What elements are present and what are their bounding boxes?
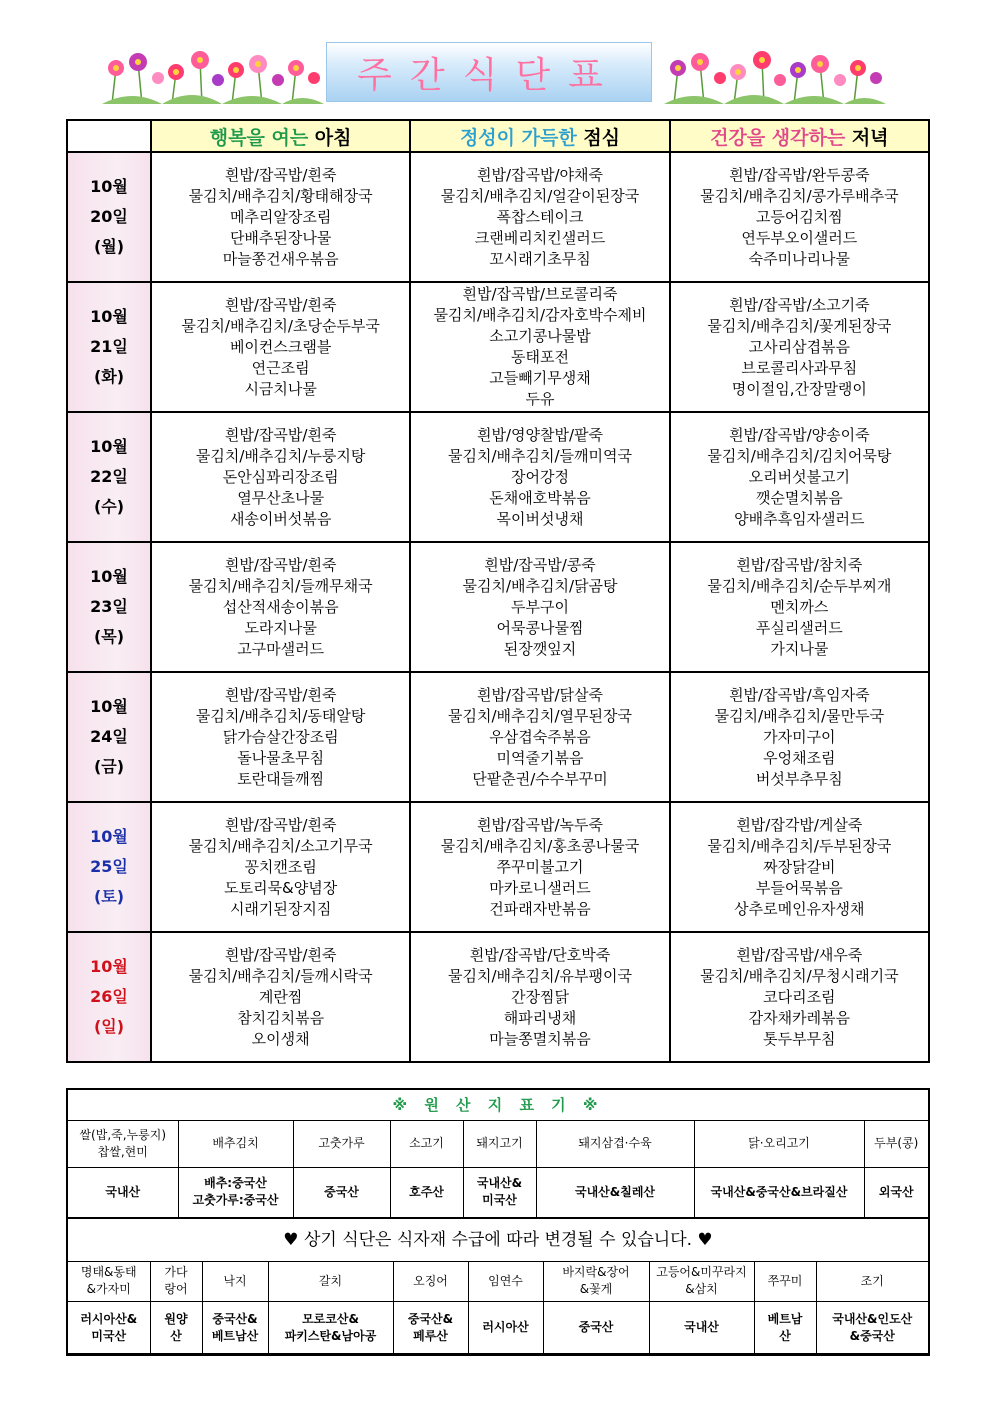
breakfast-item: 오이생채	[251, 1029, 310, 1048]
lunch-item: 꼬시래기초무침	[489, 249, 591, 268]
origin-value	[68, 1167, 178, 1217]
breakfast-item: 단배추된장나물	[229, 228, 332, 247]
flower-decoration-left	[102, 48, 324, 104]
page-title: 주간식단표	[357, 54, 621, 96]
breakfast-item: 고구마샐러드	[237, 639, 325, 658]
lunch-item: 두유	[525, 390, 555, 408]
lunch-cell	[410, 412, 669, 542]
lunch-item: 해파리냉채	[503, 1008, 577, 1027]
origin-item-label: 가다 랑어	[164, 1265, 188, 1297]
header-dinner-prefix: 건강을 생각하는	[710, 126, 852, 149]
origin-item-label: 낙지	[223, 1273, 247, 1288]
breakfast-item: 흰밥/잡곡밥/흰죽	[224, 425, 337, 444]
dinner-item: 고사리삼겹볶음	[748, 337, 851, 356]
day-weekday: (수)	[93, 497, 125, 516]
dinner-cell	[670, 282, 929, 412]
origin-value	[202, 1302, 268, 1354]
dinner-item: 짜장닭갈비	[763, 857, 836, 876]
breakfast-item: 새송이버섯볶음	[229, 509, 332, 528]
origin-item-label: 쭈꾸미	[767, 1273, 803, 1288]
origin-value	[390, 1167, 463, 1217]
lunch-item: 흰밥/잡곡밥/콩죽	[484, 555, 596, 574]
lunch-item: 흰밥/잡곡밥/닭살죽	[476, 685, 603, 704]
dinner-item: 연두부오이샐러드	[741, 228, 858, 247]
breakfast-item: 닭가슴살간장조림	[222, 727, 339, 746]
origin-section	[66, 1088, 930, 1356]
dinner-item: 깻순멸치볶음	[755, 488, 843, 507]
lunch-item: 물김치/배추김치/닭곰탕	[462, 576, 618, 595]
dinner-item: 브로콜리사과무침	[741, 358, 858, 377]
origin-table-2	[68, 1262, 928, 1355]
day-date: 23일	[90, 597, 128, 616]
origin-item-label: 고춧가루	[318, 1136, 365, 1151]
origin-item-label: 조기	[860, 1273, 884, 1288]
dinner-item: 멘치까스	[770, 597, 829, 616]
breakfast-item: 베이컨스크램블	[229, 337, 332, 356]
lunch-item: 폭찹스테이크	[496, 207, 584, 226]
origin-value-label: 중국산	[578, 1320, 614, 1334]
flower-icon	[102, 51, 324, 104]
breakfast-item: 마늘쫑건새우볶음	[222, 249, 339, 268]
breakfast-item: 꽁치캔조림	[244, 857, 317, 876]
dinner-item: 물김치/배추김치/김치어묵탕	[707, 446, 892, 465]
origin-value-label: 원양 산	[164, 1311, 188, 1343]
origin-item	[393, 1262, 468, 1302]
origin-value-label: 호주산	[409, 1184, 444, 1199]
menu-row	[67, 932, 929, 1062]
dinner-item: 가지나물	[770, 639, 829, 658]
day-date: 24일	[90, 727, 128, 746]
origin-item-label: 명태&동태 &가자미	[80, 1265, 137, 1297]
origin-item	[463, 1121, 536, 1167]
lunch-item: 어묵콩나물찜	[496, 618, 584, 637]
origin-item	[816, 1262, 928, 1302]
origin-value-label: 베트남 산	[767, 1311, 803, 1343]
origin-item	[649, 1262, 754, 1302]
dinner-cell	[670, 542, 929, 672]
header-lunch-prefix: 정성이 가득한	[459, 126, 584, 149]
lunch-item: 흰밥/잡곡밥/야채죽	[476, 165, 603, 184]
day-cell	[67, 282, 151, 412]
origin-value	[536, 1167, 694, 1217]
lunch-item: 흰밥/잡곡밥/녹두죽	[476, 815, 603, 834]
breakfast-item: 물김치/배추김치/들깨무채국	[188, 576, 373, 595]
dinner-item: 상추로메인유자생채	[734, 899, 865, 918]
breakfast-item: 섭산적새송이볶음	[222, 597, 339, 616]
lunch-item: 소고기콩나물밥	[489, 327, 591, 345]
lunch-item: 우삼겹숙주볶음	[489, 727, 591, 746]
dinner-cell	[670, 672, 929, 802]
day-date: 22일	[90, 467, 128, 486]
menu-row	[67, 282, 929, 412]
day-cell	[67, 152, 151, 282]
day-month: 10월	[90, 567, 128, 586]
lunch-item: 흰밥/잡곡밥/브로콜리죽	[462, 285, 618, 303]
dinner-item: 오리버섯불고기	[748, 467, 851, 486]
breakfast-item: 시래기된장지짐	[229, 899, 332, 918]
breakfast-item: 참치김치볶음	[237, 1008, 325, 1027]
menu-row	[67, 152, 929, 282]
lunch-item: 간장찜닭	[511, 987, 569, 1006]
lunch-item: 동태포전	[511, 348, 569, 366]
origin-item	[178, 1121, 293, 1167]
breakfast-item: 물김치/배추김치/소고기무국	[188, 836, 373, 855]
header-lunch-word: 점심	[583, 126, 621, 149]
breakfast-item: 흰밥/잡곡밥/흰죽	[224, 685, 337, 704]
day-month: 10월	[90, 697, 128, 716]
origin-value	[150, 1302, 202, 1354]
day-month: 10월	[90, 957, 128, 976]
origin-item	[864, 1121, 928, 1167]
dinner-item: 양배추흑임자샐러드	[734, 509, 865, 528]
lunch-item: 장어강정	[511, 467, 569, 486]
breakfast-item: 도토리묵&양념장	[224, 878, 338, 897]
origin-value	[393, 1302, 468, 1354]
origin-value	[68, 1302, 150, 1354]
origin-value	[754, 1302, 816, 1354]
origin-title: ※ 원 산 지 표 기 ※	[68, 1090, 928, 1121]
dinner-item: 물김치/배추김치/물만두국	[714, 706, 885, 725]
header-dinner-word: 저녁	[851, 126, 889, 149]
header-breakfast-prefix: 행복을 여는	[209, 126, 315, 149]
dinner-item: 흰밥/잡곡밥/새우죽	[736, 945, 863, 964]
breakfast-item: 흰밥/잡곡밥/흰죽	[224, 555, 337, 574]
header-corner	[67, 120, 151, 152]
origin-item-label: 배추김치	[212, 1136, 259, 1151]
lunch-cell	[410, 282, 669, 412]
day-weekday: (일)	[93, 1017, 125, 1036]
origin-value-label: 중국산	[324, 1184, 359, 1199]
origin-item	[202, 1262, 268, 1302]
day-date: 21일	[90, 337, 128, 356]
origin-item-label: 임연수	[488, 1273, 523, 1288]
lunch-item: 물김치/배추김치/열무된장국	[447, 706, 632, 725]
day-cell	[67, 932, 151, 1062]
menu-row	[67, 802, 929, 932]
origin-item-label: 쌀(밥,죽,누룽지) 찹쌀,현미	[79, 1127, 167, 1159]
lunch-cell	[410, 932, 669, 1062]
header-dinner	[670, 120, 929, 152]
dinner-item: 흰밥/잡각밥/게살죽	[736, 815, 863, 834]
origin-value-label: 러시아산& 미국산	[80, 1311, 138, 1343]
breakfast-item: 물김치/배추김치/들깨시락국	[188, 966, 373, 985]
change-notice: ♥ 상기 식단은 식자재 수급에 따라 변경될 수 있습니다. ♥	[68, 1218, 928, 1262]
dinner-item: 흰밥/잡곡밥/소고기죽	[729, 295, 870, 314]
breakfast-item: 물김치/배추김치/황태해장국	[188, 186, 373, 205]
origin-value-label: 모로코산& 파키스탄&남아공	[284, 1311, 377, 1343]
dinner-item: 물김치/배추김치/꽃게된장국	[707, 316, 892, 335]
lunch-item: 건파래자반볶음	[489, 899, 591, 918]
lunch-item: 쭈꾸미불고기	[496, 857, 584, 876]
origin-item	[68, 1121, 178, 1167]
origin-value	[468, 1302, 543, 1354]
breakfast-item: 토란대들깨찜	[237, 769, 325, 788]
menu-row	[67, 672, 929, 802]
lunch-item: 물김치/배추김치/얼갈이된장국	[440, 186, 640, 205]
origin-value	[268, 1302, 393, 1354]
origin-value	[178, 1167, 293, 1217]
origin-item-label: 소고기	[409, 1136, 444, 1151]
origin-item-label: 갈치	[318, 1273, 343, 1288]
day-weekday: (토)	[93, 887, 125, 906]
origin-value-label: 외국산	[878, 1184, 914, 1199]
origin-item-label: 오징어	[413, 1273, 448, 1288]
breakfast-cell	[151, 932, 410, 1062]
origin-value	[864, 1167, 928, 1217]
lunch-item: 물김치/배추김치/들깨미역국	[447, 446, 632, 465]
origin-item	[268, 1262, 393, 1302]
breakfast-item: 열무산초나물	[237, 488, 325, 507]
lunch-item: 물김치/배추김치/홍초콩나물국	[440, 836, 640, 855]
dinner-item: 푸실리샐러드	[755, 618, 843, 637]
lunch-item: 물김치/배추김치/유부팽이국	[447, 966, 632, 985]
header-breakfast-word: 아침	[314, 126, 352, 149]
origin-value-label: 중국산& 페루산	[407, 1311, 454, 1343]
breakfast-cell	[151, 672, 410, 802]
day-date: 20일	[90, 207, 128, 226]
origin-item	[694, 1121, 864, 1167]
origin-item-label: 고등어&미꾸라지 &삼치	[656, 1265, 747, 1297]
lunch-item: 물김치/배추김치/감자호박수제비	[433, 306, 647, 324]
origin-item-label: 바지락&장어 &꽃게	[562, 1265, 630, 1297]
origin-item-row	[68, 1262, 928, 1302]
menu-header-row	[67, 120, 929, 152]
day-date: 26일	[90, 987, 128, 1006]
menu-row	[67, 542, 929, 672]
origin-value-label: 러시아산	[482, 1320, 529, 1334]
dinner-item: 흰밥/잡곡밥/완두콩죽	[729, 165, 870, 184]
day-date: 25일	[90, 857, 128, 876]
lunch-item: 흰밥/잡곡밥/단호박죽	[469, 945, 611, 964]
menu-row	[67, 412, 929, 542]
breakfast-item: 메추리알장조림	[229, 207, 332, 226]
dinner-item: 물김치/배추김치/무청시래기국	[700, 966, 899, 985]
dinner-item: 물김치/배추김치/두부된장국	[707, 836, 892, 855]
breakfast-item: 도라지나물	[244, 618, 317, 637]
origin-value	[293, 1167, 390, 1217]
dinner-item: 부들어묵볶음	[755, 878, 843, 897]
lunch-item: 단팥춘권/수수부꾸미	[472, 769, 608, 788]
dinner-item: 물김치/배추김치/순두부찌개	[707, 576, 892, 595]
menu-body	[67, 152, 929, 1062]
lunch-item: 목이버섯냉채	[496, 509, 584, 528]
dinner-item: 감자채카레볶음	[748, 1008, 851, 1027]
lunch-cell	[410, 542, 669, 672]
origin-value-label: 국내산&인도산 &중국산	[832, 1311, 913, 1343]
origin-value-label: 중국산& 베트남산	[211, 1311, 259, 1343]
dinner-item: 버섯부추무침	[755, 769, 843, 788]
origin-value	[463, 1167, 536, 1217]
lunch-item: 미역줄기볶음	[496, 748, 584, 767]
origin-value-label: 국내산	[105, 1184, 141, 1199]
breakfast-item: 돈안심꽈리장조림	[222, 467, 339, 486]
dinner-item: 명이절임,간장말랭이	[731, 379, 867, 398]
origin-item-label: 돼지삼겹·수육	[578, 1136, 652, 1151]
dinner-cell	[670, 152, 929, 282]
breakfast-item: 계란찜	[258, 987, 303, 1006]
weekly-menu-table	[66, 119, 930, 1063]
origin-item-row	[68, 1121, 928, 1167]
origin-value	[816, 1302, 928, 1354]
header-breakfast	[151, 120, 410, 152]
breakfast-item: 시금치나물	[244, 379, 317, 398]
breakfast-item: 연근조림	[251, 358, 310, 377]
breakfast-cell	[151, 542, 410, 672]
breakfast-item: 돌나물초무침	[237, 748, 325, 767]
dinner-cell	[670, 802, 929, 932]
dinner-item: 고등어김치찜	[755, 207, 843, 226]
origin-item	[68, 1262, 150, 1302]
page-title-banner	[326, 42, 652, 102]
origin-value-label: 배추:중국산 고춧가루:중국산	[192, 1176, 279, 1207]
header-lunch	[410, 120, 669, 152]
day-month: 10월	[90, 307, 128, 326]
origin-item	[754, 1262, 816, 1302]
lunch-cell	[410, 802, 669, 932]
day-cell	[67, 672, 151, 802]
dinner-item: 흰밥/잡곡밥/참치죽	[736, 555, 863, 574]
breakfast-cell	[151, 282, 410, 412]
origin-value-label: 국내산& 미국산	[476, 1176, 523, 1207]
lunch-item: 돈채애호박볶음	[489, 488, 591, 507]
origin-value-row	[68, 1167, 928, 1217]
lunch-item: 마늘쫑멸치볶음	[489, 1029, 591, 1048]
lunch-item: 흰밥/영양찰밥/팥죽	[476, 425, 603, 444]
day-month: 10월	[90, 437, 128, 456]
breakfast-cell	[151, 802, 410, 932]
lunch-item: 크랜베리치킨샐러드	[474, 228, 606, 247]
origin-item-label: 돼지고기	[476, 1136, 523, 1151]
day-weekday: (월)	[93, 237, 125, 256]
breakfast-cell	[151, 412, 410, 542]
dinner-item: 숙주미나리나물	[748, 249, 851, 268]
dinner-item: 우엉채조림	[763, 748, 836, 767]
dinner-item: 가자미구이	[763, 727, 836, 746]
day-weekday: (화)	[93, 367, 125, 386]
day-month: 10월	[90, 177, 128, 196]
dinner-item: 코다리조림	[763, 987, 836, 1006]
dinner-item: 흰밥/잡곡밥/양송이죽	[729, 425, 870, 444]
origin-item-label: 닭·오리고기	[748, 1136, 810, 1151]
breakfast-item: 물김치/배추김치/초당순두부국	[181, 316, 380, 335]
origin-value-label: 국내산&중국산&브라질산	[710, 1184, 848, 1199]
origin-item-label: 두부(콩)	[874, 1136, 919, 1151]
origin-table-1	[68, 1121, 928, 1218]
origin-value-row	[68, 1302, 928, 1354]
flower-icon	[664, 51, 886, 104]
day-cell	[67, 542, 151, 672]
lunch-cell	[410, 152, 669, 282]
breakfast-item: 흰밥/잡곡밥/흰죽	[224, 295, 337, 314]
day-cell	[67, 802, 151, 932]
breakfast-item: 흰밥/잡곡밥/흰죽	[224, 165, 337, 184]
day-cell	[67, 412, 151, 542]
dinner-cell	[670, 412, 929, 542]
lunch-cell	[410, 672, 669, 802]
origin-item	[150, 1262, 202, 1302]
flower-decoration-right	[664, 48, 886, 104]
origin-value-label: 국내산	[684, 1320, 719, 1334]
breakfast-item: 흰밥/잡곡밥/흰죽	[224, 945, 337, 964]
breakfast-item: 흰밥/잡곡밥/흰죽	[224, 815, 337, 834]
origin-item	[390, 1121, 463, 1167]
dinner-item: 흰밥/잡곡밥/흑임자죽	[729, 685, 870, 704]
dinner-cell	[670, 932, 929, 1062]
origin-value	[694, 1167, 864, 1217]
breakfast-item: 물김치/배추김치/동태알탕	[195, 706, 366, 725]
origin-value	[543, 1302, 649, 1354]
day-month: 10월	[90, 827, 128, 846]
day-weekday: (금)	[93, 757, 125, 776]
lunch-item: 마카로니샐러드	[489, 878, 591, 897]
origin-value-label: 국내산&칠레산	[574, 1184, 656, 1199]
breakfast-cell	[151, 152, 410, 282]
origin-item	[293, 1121, 390, 1167]
breakfast-item: 물김치/배추김치/누룽지탕	[195, 446, 366, 465]
origin-value	[649, 1302, 754, 1354]
day-weekday: (목)	[93, 627, 125, 646]
lunch-item: 두부구이	[511, 597, 569, 616]
origin-item	[536, 1121, 694, 1167]
lunch-item: 된장깻잎지	[503, 639, 577, 658]
origin-item	[543, 1262, 649, 1302]
lunch-item: 고들빼기무생채	[489, 369, 591, 387]
origin-item	[468, 1262, 543, 1302]
dinner-item: 톳두부무침	[763, 1029, 836, 1048]
dinner-item: 물김치/배추김치/콩가루배추국	[700, 186, 899, 205]
